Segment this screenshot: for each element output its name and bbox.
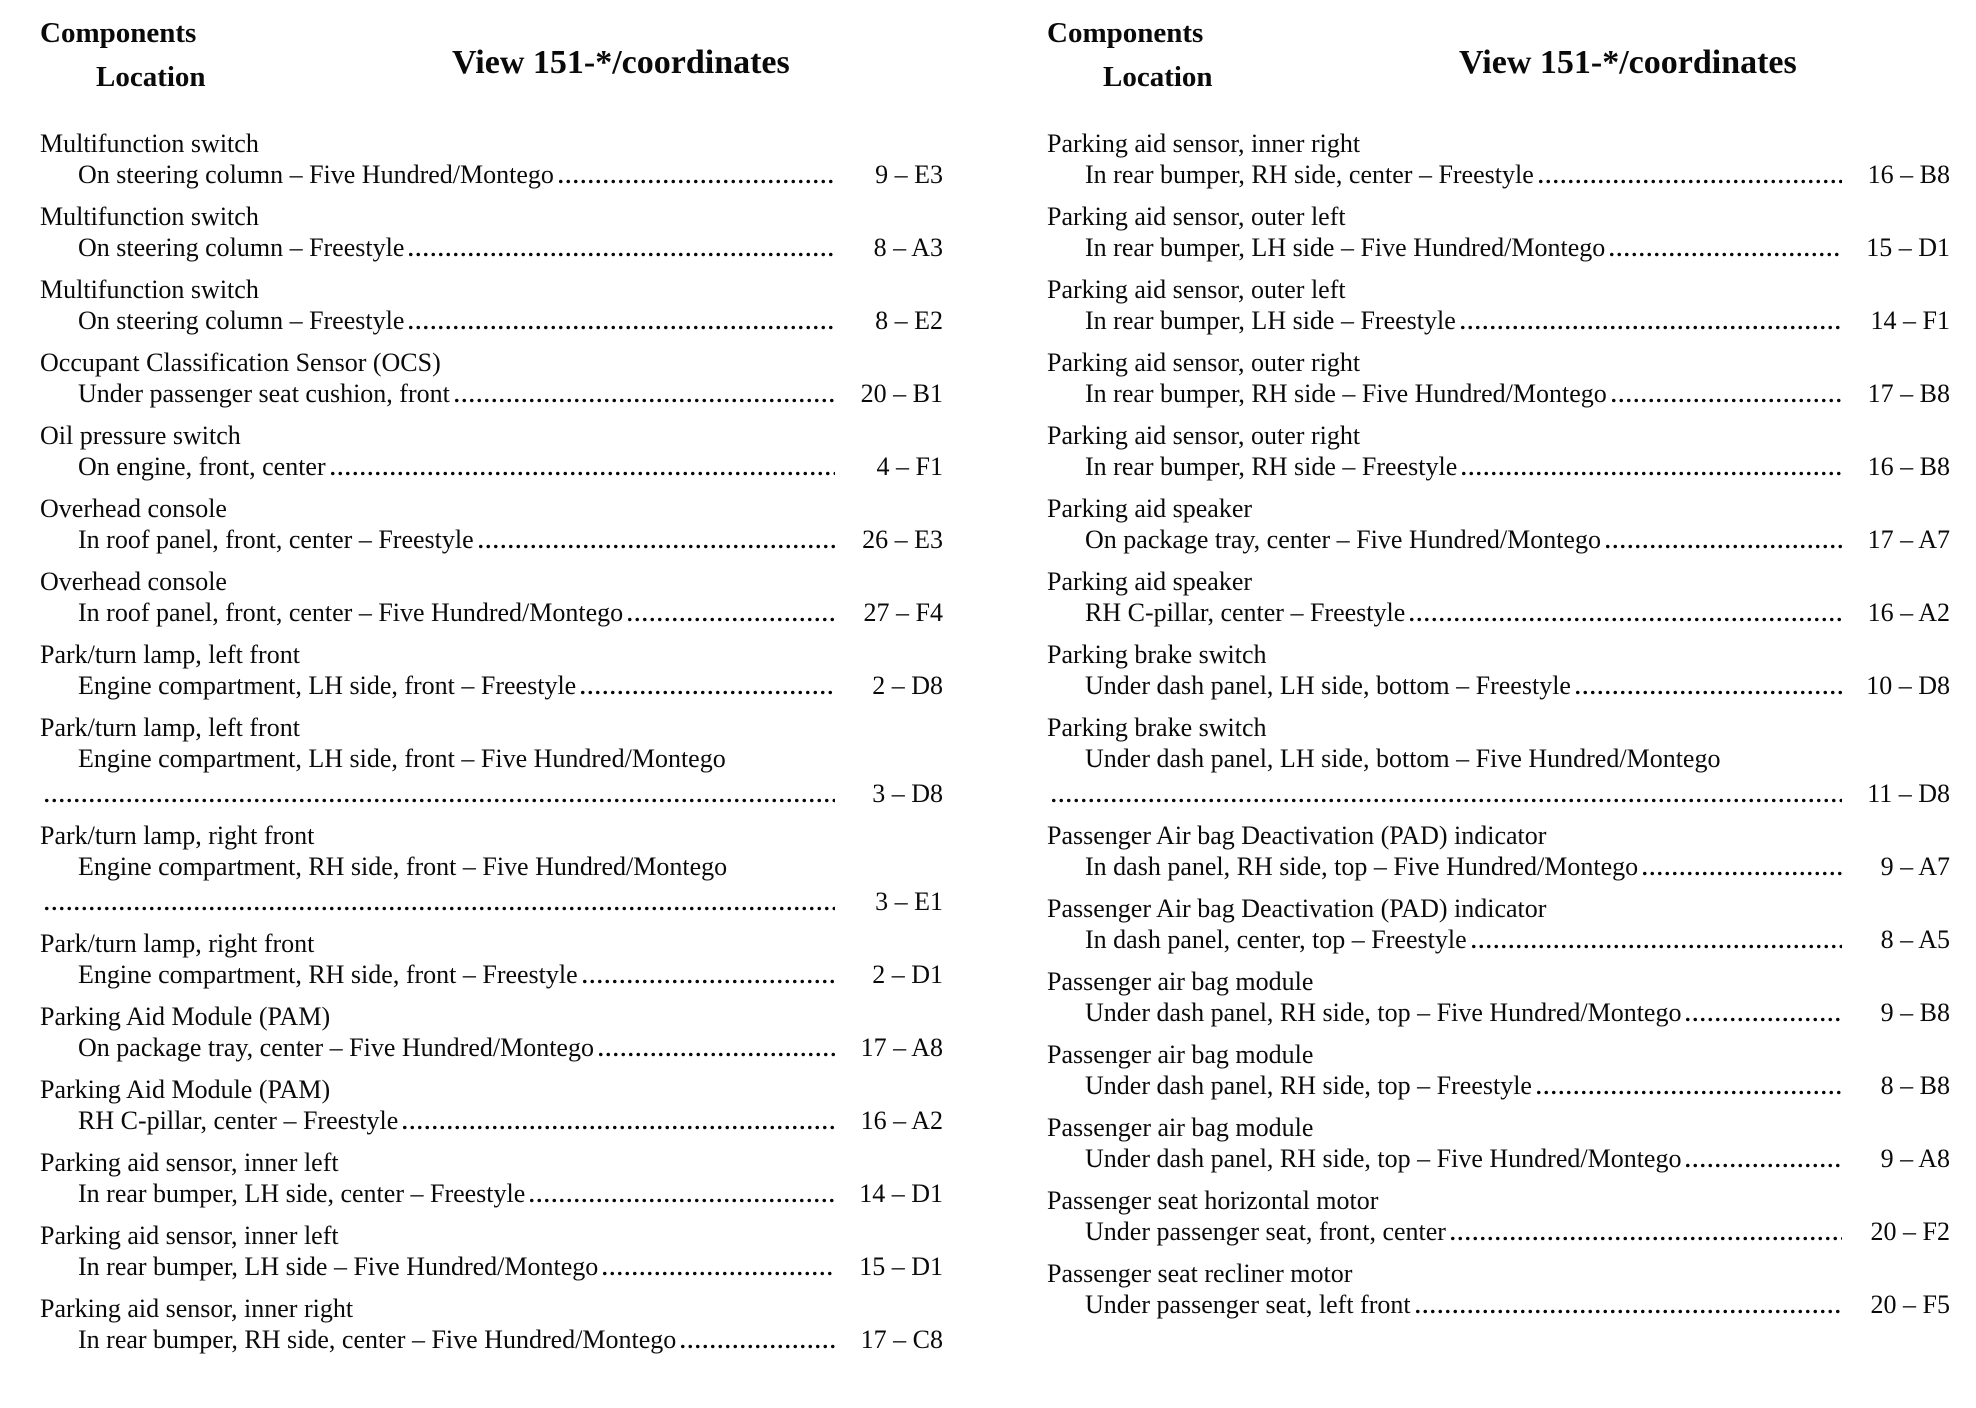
component-location-row <box>40 670 943 701</box>
dot-leader <box>1449 1234 1842 1243</box>
component-location: Under dash panel, LH side, bottom – Five Hundred/Montego <box>1085 744 1721 773</box>
coordinate: 3 – D8 <box>872 779 943 808</box>
components-label: Components <box>1047 17 1204 49</box>
dot-leader <box>477 542 835 551</box>
coordinate: 16 – A2 <box>1867 598 1950 627</box>
component-location-row <box>1047 159 1950 190</box>
component-name: Overhead console <box>40 567 227 596</box>
component-name: Parking aid sensor, inner right <box>40 1294 354 1323</box>
index-entry <box>1047 893 1950 955</box>
component-location: Engine compartment, LH side, front – Five Hundred/Montego <box>78 744 726 773</box>
component-name: Passenger seat recliner motor <box>1047 1259 1353 1288</box>
component-location-row <box>1047 997 1950 1028</box>
dot-leader <box>1608 250 1842 259</box>
index-entry <box>1047 201 1950 263</box>
coordinate: 26 – E3 <box>862 525 943 554</box>
coordinate: 17 – C8 <box>860 1325 943 1354</box>
dot-leader <box>1684 1015 1842 1024</box>
component-name: Parking brake switch <box>1047 713 1267 742</box>
component-location: In rear bumper, RH side, center – Freestyle <box>1085 160 1534 189</box>
index-entry <box>1047 347 1950 409</box>
index-entry <box>40 493 943 555</box>
components-label: Components <box>40 17 197 49</box>
component-location: In rear bumper, RH side – Five Hundred/Montego <box>1085 379 1607 408</box>
component-name: Oil pressure switch <box>40 421 241 450</box>
coordinate: 16 – B8 <box>1867 452 1950 481</box>
component-name: Overhead console <box>40 494 227 523</box>
component-location: Engine compartment, LH side, front – Freestyle <box>78 671 577 700</box>
coordinate: 2 – D1 <box>872 960 943 989</box>
component-location: In dash panel, RH side, top – Five Hundred/Montego <box>1085 852 1639 881</box>
coordinate: 8 – B8 <box>1880 1071 1950 1100</box>
component-location-row <box>40 159 943 190</box>
dot-leader <box>1050 796 1842 805</box>
dot-leader <box>1684 1161 1842 1170</box>
component-location-row <box>1047 851 1950 882</box>
view-title: View 151-*/coordinates <box>452 44 790 81</box>
coordinate: 20 – F2 <box>1870 1217 1950 1246</box>
dot-leader <box>1460 469 1842 478</box>
dot-leader <box>407 250 835 259</box>
index-entry <box>40 1001 943 1063</box>
dot-leader <box>1414 1307 1842 1316</box>
dot-leader <box>401 1123 835 1132</box>
component-name: Passenger air bag module <box>1047 967 1314 996</box>
wrapped-dot-leader-row <box>1047 778 1950 809</box>
dot-leader <box>601 1269 835 1278</box>
component-location: Under passenger seat, front, center <box>1085 1217 1446 1246</box>
component-location: In rear bumper, RH side, center – Five Hundred/Montego <box>78 1325 677 1354</box>
column-header <box>1047 16 1950 120</box>
component-location-row <box>40 851 943 882</box>
coordinate: 15 – D1 <box>859 1252 943 1281</box>
component-location-row <box>1047 1143 1950 1174</box>
index-entry <box>40 820 943 917</box>
component-name: Parking aid sensor, outer right <box>1047 348 1361 377</box>
component-location-row <box>1047 232 1950 263</box>
component-location: On steering column – Freestyle <box>78 233 405 262</box>
index-entry <box>40 201 943 263</box>
component-location-row <box>1047 378 1950 409</box>
component-location: Under dash panel, LH side, bottom – Freestyle <box>1085 671 1571 700</box>
dot-leader <box>1459 323 1842 332</box>
component-location: In rear bumper, LH side – Freestyle <box>1085 306 1456 335</box>
dot-leader <box>1574 688 1842 697</box>
component-location: In roof panel, front, center – Freestyle <box>78 525 474 554</box>
component-location: RH C-pillar, center – Freestyle <box>1085 598 1406 627</box>
coordinate: 16 – A2 <box>860 1106 943 1135</box>
component-location: Under dash panel, RH side, top – Freestyle <box>1085 1071 1532 1100</box>
index-entry <box>40 128 943 190</box>
index-entry <box>1047 420 1950 482</box>
component-location-row <box>40 232 943 263</box>
index-entry <box>1047 1258 1950 1320</box>
component-location: In rear bumper, RH side – Freestyle <box>1085 452 1458 481</box>
coordinate: 17 – B8 <box>1867 379 1950 408</box>
index-entry <box>40 566 943 628</box>
component-location-row <box>40 451 943 482</box>
component-location-row <box>1047 451 1950 482</box>
wrapped-dot-leader-row <box>40 886 943 917</box>
index-entry <box>1047 1039 1950 1101</box>
index-entry <box>1047 128 1950 190</box>
component-name: Parking aid sensor, outer left <box>1047 275 1346 304</box>
index-column-right <box>1047 16 1950 1366</box>
component-name: Passenger Air bag Deactivation (PAD) indicator <box>1047 894 1547 923</box>
index-entry <box>40 928 943 990</box>
coordinate: 3 – E1 <box>875 887 943 916</box>
index-entry <box>1047 712 1950 809</box>
view-title: View 151-*/coordinates <box>1459 44 1797 81</box>
component-name: Passenger Air bag Deactivation (PAD) indicator <box>1047 821 1547 850</box>
dot-leader <box>1535 1088 1842 1097</box>
index-entry <box>40 639 943 701</box>
component-name: Multifunction switch <box>40 275 259 304</box>
coordinate: 9 – B8 <box>1880 998 1950 1027</box>
entry-list <box>40 128 943 1355</box>
coordinate: 27 – F4 <box>863 598 943 627</box>
dot-leader <box>1408 615 1842 624</box>
index-entry <box>40 712 943 809</box>
dot-leader <box>679 1342 835 1351</box>
coordinate: 20 – F5 <box>1870 1290 1950 1319</box>
coordinate: 14 – D1 <box>859 1179 943 1208</box>
component-name: Passenger air bag module <box>1047 1113 1314 1142</box>
component-location-row <box>40 1032 943 1063</box>
dot-leader <box>528 1196 835 1205</box>
component-location-row <box>40 743 943 774</box>
component-name: Parking aid sensor, outer right <box>1047 421 1361 450</box>
component-location-row <box>1047 1216 1950 1247</box>
entry-list <box>1047 128 1950 1320</box>
dot-leader <box>453 396 835 405</box>
component-location-row <box>1047 924 1950 955</box>
index-entry <box>1047 966 1950 1028</box>
component-name: Parking Aid Module (PAM) <box>40 1075 331 1104</box>
coordinate: 20 – B1 <box>860 379 943 408</box>
dot-leader <box>1604 542 1842 551</box>
dot-leader <box>1641 869 1842 878</box>
dot-leader <box>43 796 835 805</box>
index-entry <box>1047 1185 1950 1247</box>
location-label: Location <box>1103 61 1213 93</box>
component-location: In rear bumper, LH side, center – Freestyle <box>78 1179 526 1208</box>
component-location: In roof panel, front, center – Five Hundred/Montego <box>78 598 624 627</box>
component-name: Parking aid speaker <box>1047 494 1253 523</box>
dot-leader <box>329 469 835 478</box>
location-label: Location <box>96 61 206 93</box>
dot-leader <box>1537 177 1842 186</box>
coordinate: 9 – A8 <box>1880 1144 1950 1173</box>
wrapped-dot-leader-row <box>40 778 943 809</box>
component-location: Under passenger seat cushion, front <box>78 379 450 408</box>
component-location-row <box>1047 1289 1950 1320</box>
index-entry <box>1047 820 1950 882</box>
coordinate: 15 – D1 <box>1866 233 1950 262</box>
component-location-row <box>40 524 943 555</box>
coordinate: 17 – A7 <box>1867 525 1950 554</box>
coordinate: 8 – A3 <box>873 233 943 262</box>
dot-leader <box>626 615 835 624</box>
component-location-row <box>40 305 943 336</box>
component-name: Multifunction switch <box>40 129 259 158</box>
component-location-row <box>1047 743 1950 774</box>
index-entry <box>40 1147 943 1209</box>
dot-leader <box>597 1050 835 1059</box>
index-entry <box>1047 1112 1950 1174</box>
component-name: Passenger air bag module <box>1047 1040 1314 1069</box>
dot-leader <box>1610 396 1842 405</box>
component-name: Parking aid sensor, inner right <box>1047 129 1361 158</box>
component-location: On package tray, center – Five Hundred/Montego <box>1085 525 1601 554</box>
index-entry <box>1047 639 1950 701</box>
component-location: On engine, front, center <box>78 452 326 481</box>
coordinate: 9 – A7 <box>1880 852 1950 881</box>
index-entry <box>1047 274 1950 336</box>
component-location-row <box>1047 670 1950 701</box>
component-location: On steering column – Freestyle <box>78 306 405 335</box>
dot-leader <box>557 177 835 186</box>
component-name: Parking aid speaker <box>1047 567 1253 596</box>
dot-leader <box>579 688 835 697</box>
component-location-row <box>1047 524 1950 555</box>
component-name: Park/turn lamp, right front <box>40 821 315 850</box>
index-entry <box>40 1220 943 1282</box>
component-location: Engine compartment, RH side, front – Freestyle <box>78 960 578 989</box>
dot-leader <box>581 977 835 986</box>
component-location-row <box>40 1105 943 1136</box>
component-name: Parking aid sensor, inner left <box>40 1148 339 1177</box>
component-location: Under dash panel, RH side, top – Five Hundred/Montego <box>1085 1144 1682 1173</box>
index-entry <box>1047 566 1950 628</box>
component-location-row <box>1047 597 1950 628</box>
component-name: Parking aid sensor, outer left <box>1047 202 1346 231</box>
coordinate: 2 – D8 <box>872 671 943 700</box>
component-location: In rear bumper, LH side – Five Hundred/Montego <box>1085 233 1606 262</box>
coordinate: 8 – E2 <box>875 306 943 335</box>
index-column-left <box>40 16 943 1366</box>
index-entry <box>40 274 943 336</box>
component-name: Park/turn lamp, right front <box>40 929 315 958</box>
component-name: Park/turn lamp, left front <box>40 640 300 669</box>
component-location-row <box>1047 1070 1950 1101</box>
component-name: Multifunction switch <box>40 202 259 231</box>
coordinate: 17 – A8 <box>860 1033 943 1062</box>
component-location: Engine compartment, RH side, front – Five Hundred/Montego <box>78 852 728 881</box>
component-location: In rear bumper, LH side – Five Hundred/Montego <box>78 1252 599 1281</box>
component-name: Park/turn lamp, left front <box>40 713 300 742</box>
column-header <box>40 16 943 120</box>
component-location: On package tray, center – Five Hundred/Montego <box>78 1033 594 1062</box>
component-location: In dash panel, center, top – Freestyle <box>1085 925 1467 954</box>
dot-leader <box>43 904 835 913</box>
component-location: Under dash panel, RH side, top – Five Hundred/Montego <box>1085 998 1682 1027</box>
component-name: Occupant Classification Sensor (OCS) <box>40 348 441 377</box>
coordinate: 9 – E3 <box>875 160 943 189</box>
component-location-row <box>40 959 943 990</box>
component-name: Parking brake switch <box>1047 640 1267 669</box>
component-name: Parking Aid Module (PAM) <box>40 1002 331 1031</box>
component-name: Parking aid sensor, inner left <box>40 1221 339 1250</box>
component-location: Under passenger seat, left front <box>1085 1290 1411 1319</box>
dot-leader <box>407 323 835 332</box>
component-location-row <box>40 1251 943 1282</box>
component-location-row <box>40 1324 943 1355</box>
component-location-row <box>1047 305 1950 336</box>
coordinate: 4 – F1 <box>876 452 943 481</box>
component-location-row <box>40 597 943 628</box>
component-location: On steering column – Five Hundred/Montego <box>78 160 554 189</box>
index-entry <box>1047 493 1950 555</box>
index-entry <box>40 420 943 482</box>
coordinate: 16 – B8 <box>1867 160 1950 189</box>
component-location-row <box>40 378 943 409</box>
component-location: RH C-pillar, center – Freestyle <box>78 1106 399 1135</box>
coordinate: 14 – F1 <box>1870 306 1950 335</box>
coordinate: 11 – D8 <box>1867 779 1950 808</box>
index-entry <box>40 347 943 409</box>
index-entry <box>40 1293 943 1355</box>
coordinate: 8 – A5 <box>1880 925 1950 954</box>
dot-leader <box>1470 942 1842 951</box>
component-name: Passenger seat horizontal motor <box>1047 1186 1379 1215</box>
coordinate: 10 – D8 <box>1866 671 1950 700</box>
index-entry <box>40 1074 943 1136</box>
component-location-row <box>40 1178 943 1209</box>
